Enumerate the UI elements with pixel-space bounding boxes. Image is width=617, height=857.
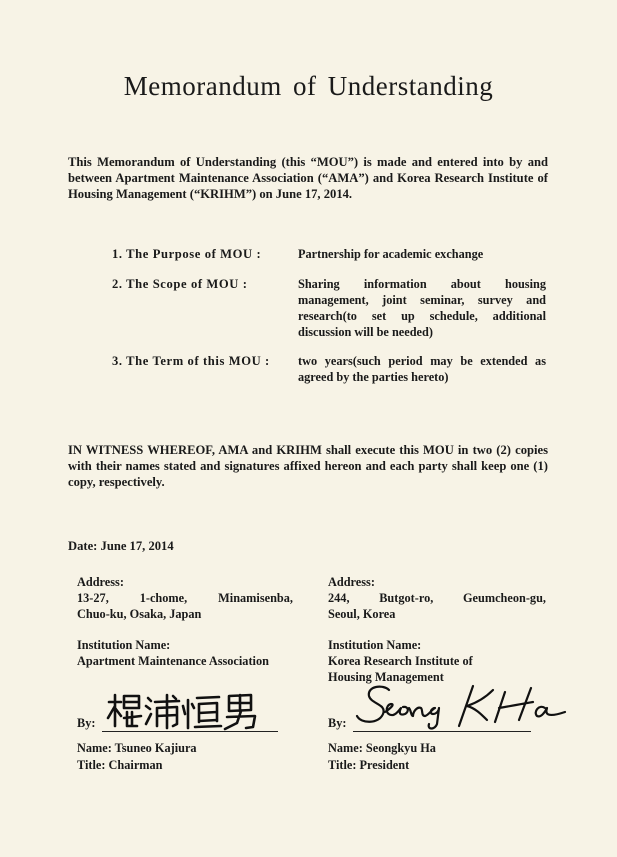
party-ama <box>77 574 293 669</box>
institution-label: Institution Name: <box>77 638 171 652</box>
term-value-term: two years(such period may be extended as agreed by the parties hereto) <box>298 354 546 384</box>
party-krihm <box>328 574 546 685</box>
address-line: Chuo-ku, Osaka, Japan <box>77 607 202 621</box>
address-line: Seoul, Korea <box>328 607 396 621</box>
term-label-purpose: 1. The Purpose of MOU : <box>112 247 262 261</box>
by-label: By: <box>77 716 96 730</box>
document-date: Date: June 17, 2014 <box>68 539 174 553</box>
institution-label: Institution Name: <box>328 638 422 652</box>
signature-line <box>353 731 531 732</box>
term-value-purpose: Partnership for academic exchange <box>298 247 484 261</box>
witness-paragraph: IN WITNESS WHEREOF, AMA and KRIHM shall execute this MOU in two (2) copies with their names stated and signatures affixed hereon and each party shall keep one (1) copy, respectively. <box>68 443 548 489</box>
address-label: Address: <box>328 575 375 589</box>
institution-name: Housing Management <box>328 670 444 684</box>
intro-paragraph: This Memorandum of Understanding (this “MOU”) is made and entered into by and between Apartment Maintenance Association (“AMA”) and Korea Research Institute of Housing Management (“KRIHM”) on June 17, 2014. <box>68 155 548 201</box>
address-line: 244, Butgot-ro, Geumcheon-gu, <box>328 591 546 605</box>
address-label: Address: <box>77 575 124 589</box>
address-line: 13-27, 1-chome, Minamisenba, <box>77 591 293 605</box>
signatory-title: Title: Chairman <box>77 758 163 772</box>
signatory-name: Name: Seongkyu Ha <box>328 741 436 755</box>
institution-name: Korea Research Institute of <box>328 654 473 668</box>
term-label-term: 3. The Term of this MOU : <box>112 354 270 368</box>
signatory-krihm <box>328 740 436 774</box>
terms-list <box>0 0 617 400</box>
signature-line <box>102 731 278 732</box>
signature-kajiura <box>103 690 263 732</box>
document-title: Memorandum of Understanding <box>123 71 494 101</box>
signatory-ama <box>77 740 197 774</box>
term-value-scope: Sharing information about housing management, joint seminar, survey and research(to set up schedule, additional discussion will be needed) <box>298 277 546 339</box>
term-label-scope: 2. The Scope of MOU : <box>112 277 248 291</box>
signatory-title: Title: President <box>328 758 410 772</box>
signature-ha <box>355 678 570 733</box>
signatory-name: Name: Tsuneo Kajiura <box>77 741 197 755</box>
institution-name: Apartment Maintenance Association <box>77 654 269 668</box>
by-label: By: <box>328 716 347 730</box>
